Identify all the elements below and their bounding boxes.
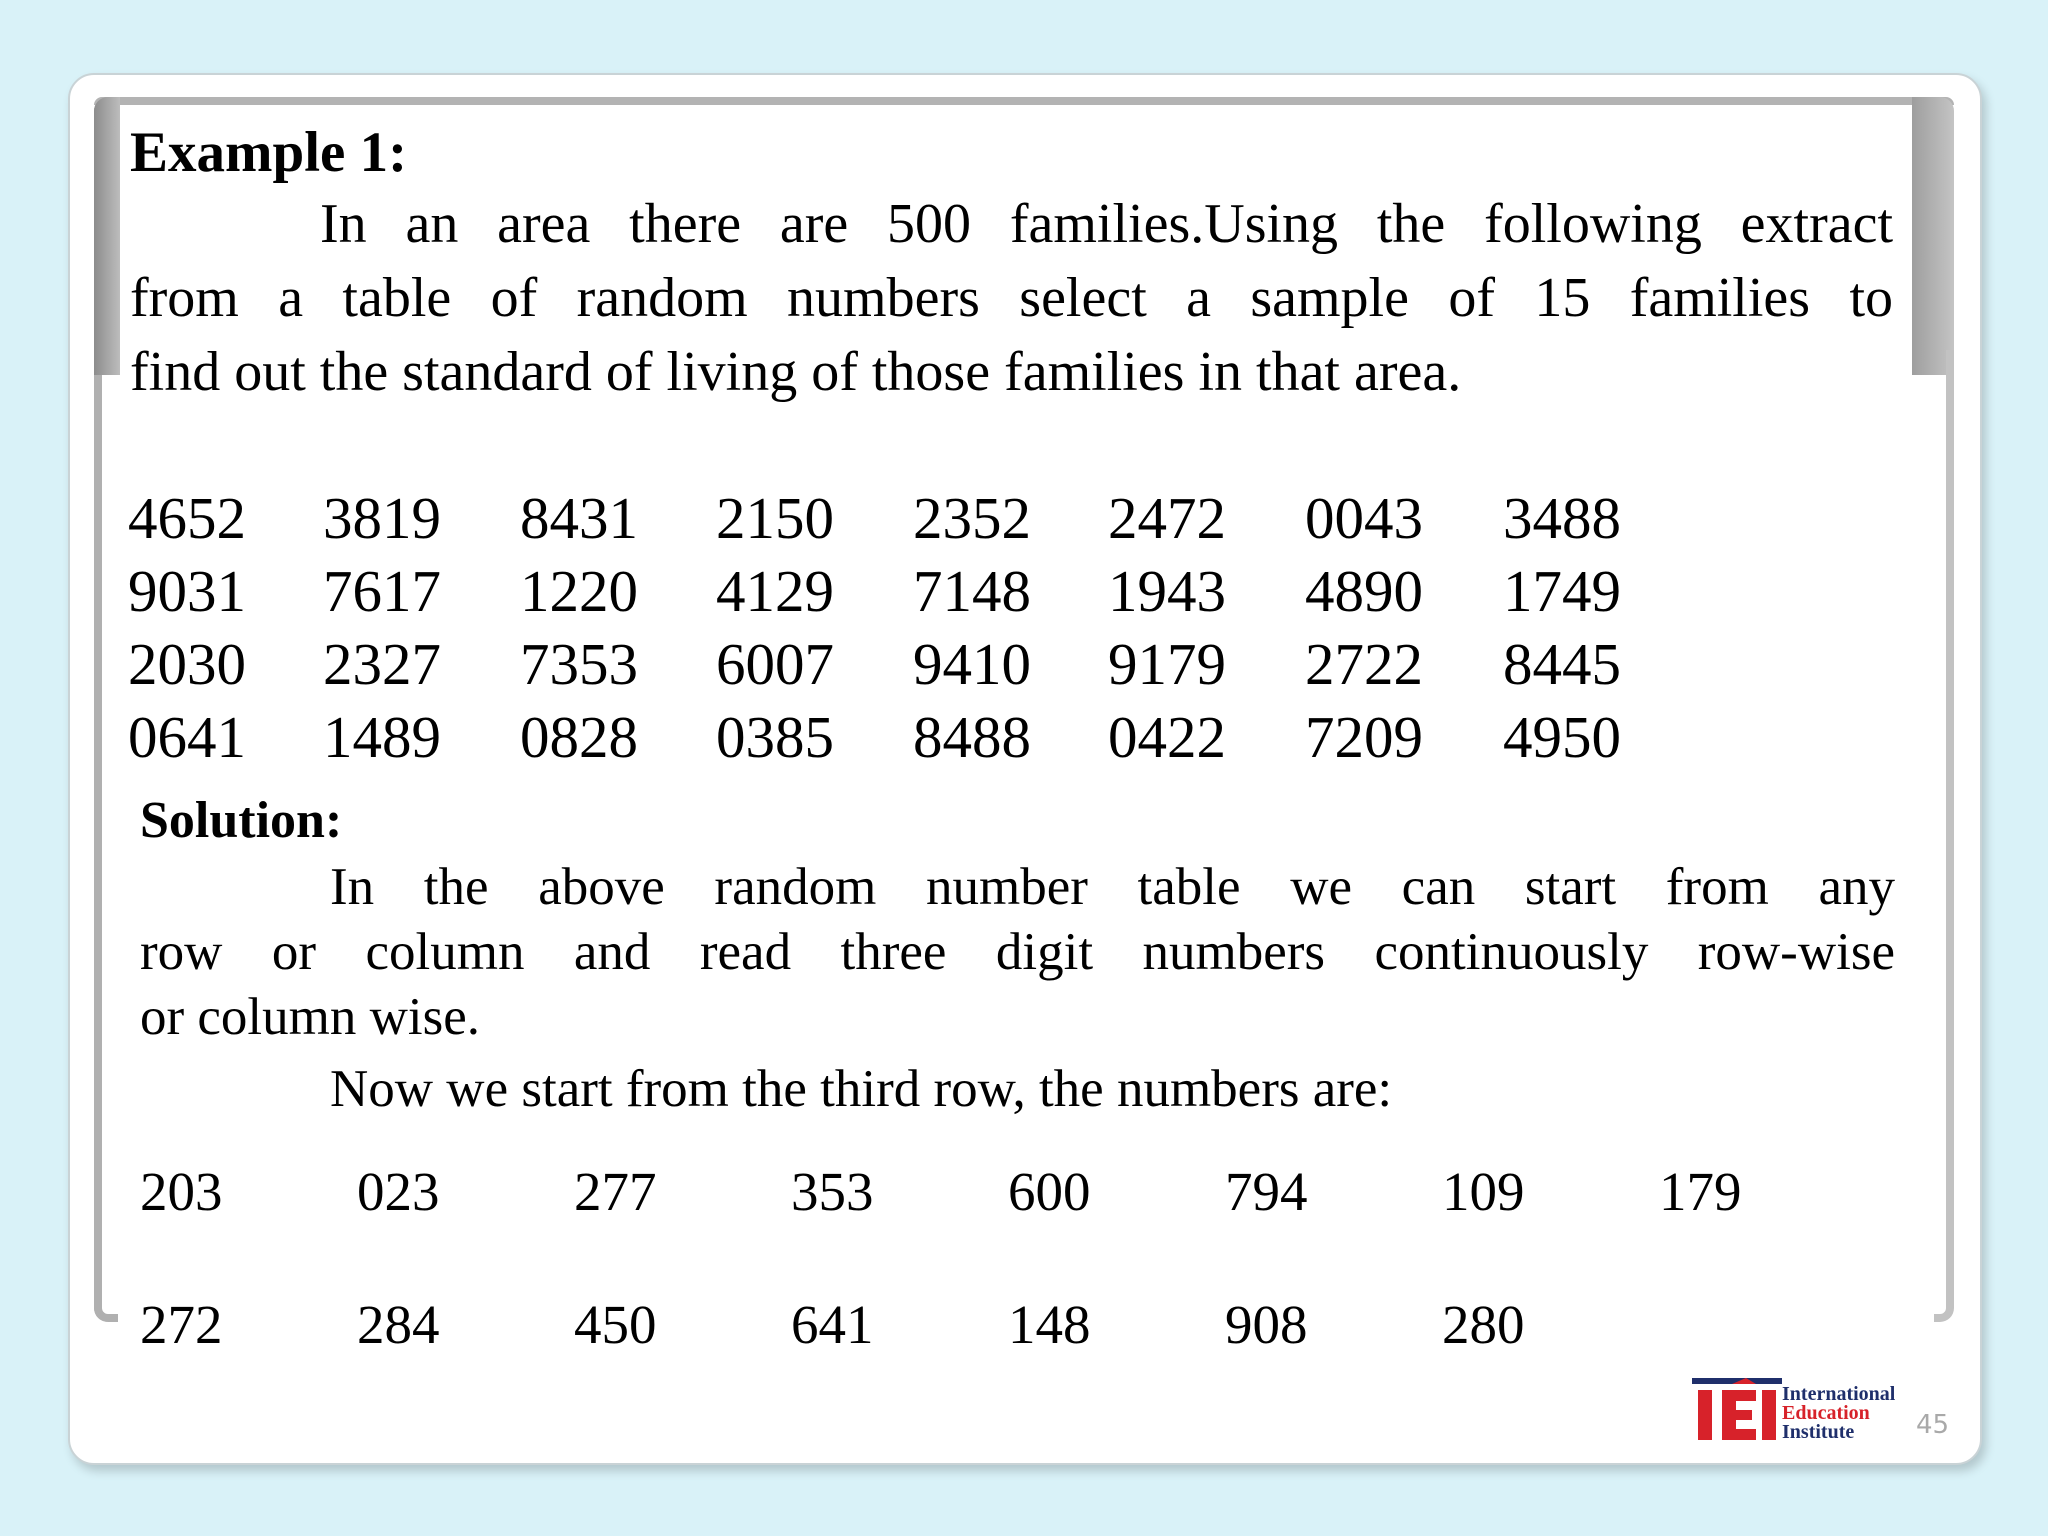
random-table-row xyxy=(128,482,1768,555)
random-table-cell: 4890 xyxy=(1305,558,1423,624)
random-table-cell: 7617 xyxy=(323,558,441,624)
random-table-cell: 4129 xyxy=(716,558,834,624)
random-table-cell: 7353 xyxy=(520,631,638,697)
example-heading: Example 1: xyxy=(130,121,408,184)
sample-number: 908 xyxy=(1225,1294,1308,1355)
sample-number: 148 xyxy=(1008,1294,1091,1355)
random-table-cell: 1489 xyxy=(323,704,441,770)
random-table-cell: 2327 xyxy=(323,631,441,697)
random-table-cell: 2722 xyxy=(1305,631,1423,697)
random-table-cell: 3819 xyxy=(323,485,441,551)
sample-number: 023 xyxy=(357,1161,440,1222)
solution-paragraph xyxy=(140,855,1895,1050)
random-table-cell: 7209 xyxy=(1305,704,1423,770)
random-table-cell: 0043 xyxy=(1305,485,1423,551)
solution-heading: Solution: xyxy=(140,792,343,849)
sample-number: 203 xyxy=(140,1161,223,1222)
sample-number: 794 xyxy=(1225,1161,1308,1222)
random-table-cell: 9031 xyxy=(128,558,246,624)
random-table-cell: 0828 xyxy=(520,704,638,770)
random-table-row xyxy=(128,628,1768,701)
example-line-3: find out the standard of living of those families in that area. xyxy=(130,341,1462,403)
random-table-row xyxy=(128,555,1768,628)
solution-line-1: In the above random number table we can start from any xyxy=(330,858,1895,916)
logo-text xyxy=(1782,1385,1895,1442)
random-table-cell: 0641 xyxy=(128,704,246,770)
sample-number: 272 xyxy=(140,1294,223,1355)
solution-line-4: Now we start from the third row, the numbers are: xyxy=(330,1060,1393,1118)
random-table-cell: 1749 xyxy=(1503,558,1621,624)
random-table-cell: 4950 xyxy=(1503,704,1621,770)
sample-number: 450 xyxy=(574,1294,657,1355)
example-paragraph xyxy=(130,187,1893,409)
random-table-cell: 8488 xyxy=(913,704,1031,770)
solution-line-2: row or column and read three digit numbers continuously row-wise xyxy=(140,923,1895,981)
random-table-cell: 2030 xyxy=(128,631,246,697)
random-table-cell: 7148 xyxy=(913,558,1031,624)
random-table-cell: 8445 xyxy=(1503,631,1621,697)
random-table-cell: 3488 xyxy=(1503,485,1621,551)
page-number: 45 xyxy=(1916,1410,1950,1440)
random-table-cell: 9179 xyxy=(1108,631,1226,697)
random-table-cell: 2150 xyxy=(716,485,834,551)
sample-number: 179 xyxy=(1659,1161,1742,1222)
logo-line-3: Institute xyxy=(1782,1421,1855,1443)
random-table-cell: 4652 xyxy=(128,485,246,551)
random-table-cell: 9410 xyxy=(913,631,1031,697)
sample-numbers-row-2 xyxy=(140,1293,1740,1363)
sample-number: 277 xyxy=(574,1161,657,1222)
logo-line-2: Education xyxy=(1782,1402,1870,1424)
solution-paragraph-2 xyxy=(140,1052,1895,1126)
sample-number: 109 xyxy=(1442,1161,1525,1222)
sample-number: 641 xyxy=(791,1294,874,1355)
sample-number: 353 xyxy=(791,1161,874,1222)
random-table-cell: 8431 xyxy=(520,485,638,551)
random-table-cell: 2472 xyxy=(1108,485,1226,551)
random-table-row xyxy=(128,701,1768,774)
random-table-cell: 6007 xyxy=(716,631,834,697)
random-table-cell: 1943 xyxy=(1108,558,1226,624)
solution-line-3: or column wise. xyxy=(140,988,481,1046)
sample-number: 600 xyxy=(1008,1161,1091,1222)
sample-number: 280 xyxy=(1442,1294,1525,1355)
random-table-cell: 2352 xyxy=(913,485,1031,551)
logo-line-1: International xyxy=(1782,1383,1896,1405)
random-table-cell: 1220 xyxy=(520,558,638,624)
example-line-1: In an area there are 500 families.Using the following extract xyxy=(320,193,1893,255)
random-table-cell: 0385 xyxy=(716,704,834,770)
example-line-2: from a table of random numbers select a sample of 15 families to xyxy=(130,267,1893,329)
random-number-table xyxy=(128,482,1768,774)
sample-number: 284 xyxy=(357,1294,440,1355)
sample-numbers-row-1 xyxy=(140,1160,1740,1230)
random-table-cell: 0422 xyxy=(1108,704,1226,770)
